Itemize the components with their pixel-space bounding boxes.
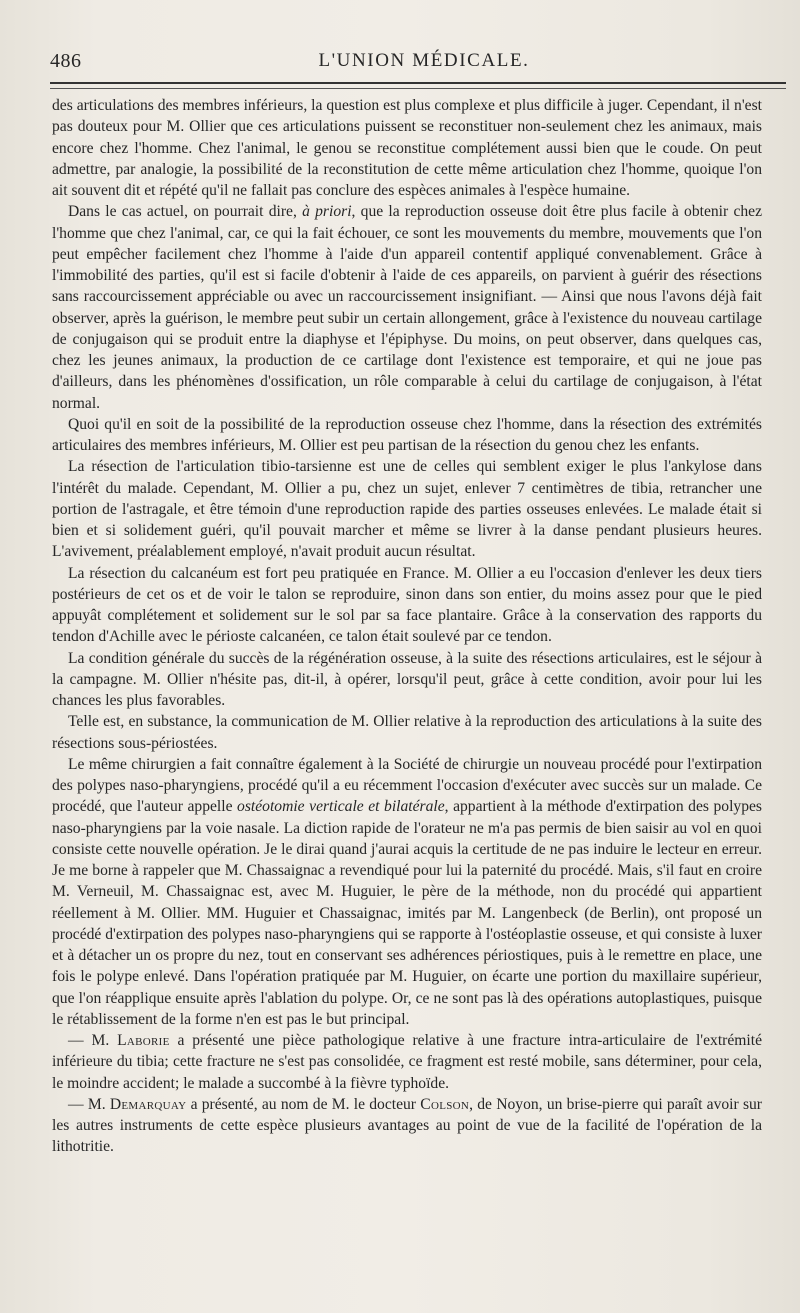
header-rule-thin: [50, 88, 786, 89]
text-run: , appartient à la méthode d'extirpation des polypes naso-pharyngiens par la voie nasale. La diction rapide de l'orateur ne m'a pas permis de bien saisir au vol en quoi consiste cette nouvelle opération. Je le dirai quand j'aurai acquis la certitude de ne pas induire le lecteur en erreur. Je me borne à rappeler que M. Chassaignac a revendiqué pour lui la paternité du procédé. Mais, s'il faut en croire M. Verneuil, M. Chassaignac est, avec M. Huguier, le père de la méthode, non du procédé qui appartient réellement à M. Ollier. MM. Huguier et Chassaignac, imités par M. Langenbeck (de Berlin), ont proposé un procédé d'extirpation des polypes naso-pharyngiens qui se rapporte à l'ostéoplastie osseuse, et qui consiste à luxer et à détacher un os propre du nez, tout en conservant ses adhérences périostiques, puis à le remettre en place, une fois le polype enlevé. Dans l'opération pratiquée par M. Huguier, on écarte une portion du maxillaire supérieur, que l'on réapplique ensuite après l'ablation du polype. Or, ce ne sont pas là des opérations autoplastiques, puisque le rétablissement de la forme n'en est pas le but principal.: [52, 798, 762, 1028]
page-header: [50, 50, 768, 80]
text-run: Quoi qu'il en soit de la possibilité de la reproduction osseuse chez l'homme, dans la résection des extrémités articulaires des membres inférieurs, M. Ollier est peu partisan de la résection du genou chez les enfants.: [52, 415, 762, 454]
paragraph-p5: [52, 563, 762, 648]
text-run: , de Noyon, un brise-pierre qui paraît avoir sur les autres instruments de cette espèce plusieurs avantages au point de vue de la facilité de l'opération de la lithotritie.: [52, 1095, 762, 1156]
text-run: , que la reproduction osseuse doit être plus facile à obtenir chez l'homme que chez l'animal, car, ce qui la fait échouer, ce sont les mouvements du membre, mouvements que l'on peut empêcher facilement chez l'homme à l'aide d'un appareil contentif appliqué convenablement. Grâce à l'immobilité des parties, qu'il est si facile d'obtenir à l'aide de ces appareils, on parvient à guérir des résections sans raccourcissement appréciable ou avec un raccourcissement insignifiant. — Ainsi que nous l'avons déjà fait observer, après la guérison, le membre peut subir un certain allongement, grâce à l'existence du nouveau cartilage de conjugaison qui se produit entre la diaphyse et l'épiphyse. Du moins, on peut observer, dans quelques cas, chez les jeunes animaux, la production de ce cartilage dont l'existence est temporaire, et qui ne joue pas d'ailleurs, dans les phénomènes d'ossification, un rôle comparable à celui du cartilage de conjugaison, à l'état normal.: [52, 203, 763, 412]
page-number: 486: [50, 50, 82, 72]
paragraph-p7: [52, 711, 762, 754]
header-rule: [50, 82, 786, 84]
paragraph-p4: [52, 456, 762, 562]
text-run: Dans le cas actuel, on pourrait dire,: [68, 203, 303, 221]
article-body: [52, 95, 762, 1158]
text-run: — M.: [68, 1095, 110, 1113]
italic-text: à priori: [302, 203, 352, 221]
paragraph-p6: [52, 648, 762, 712]
paragraph-p3: [52, 414, 762, 457]
text-run: des articulations des membres inférieurs, la question est plus complexe et plus difficile à juger. Cependant, il n'est pas douteux pour M. Ollier que ces articulations puissent se reconstituer non-seulement chez les animaux, mais encore chez l'homme. Chez l'animal, le genou se reconstitue complétement aussi bien que le coude. On peut admettre, par analogie, la possibilité de la reconstitution de cette même articulation chez l'homme, quoique l'on ait souvent dit et répété qu'il ne fallait pas conclure des espèces animales à l'espèce humaine.: [52, 97, 762, 199]
paragraph-p10: [52, 1094, 762, 1158]
text-run: La condition générale du succès de la régénération osseuse, à la suite des résections articulaires, est le séjour à la campagne. M. Ollier n'hésite pas, dit-il, à opérer, lorsqu'il peut, grâce à cette condition, avoir pour lui les chances les plus favorables.: [52, 649, 762, 709]
text-run: a présenté, au nom de M. le docteur: [186, 1095, 421, 1113]
text-run: Le même chirurgien a fait connaître également à la Société de chirurgie un nouveau procédé pour l'extirpation des polypes naso-pharyngiens, procédé qu'il a eu récemment l'occasion d'exécuter avec succès sur un malade. Ce procédé, que l'auteur appelle: [52, 755, 762, 816]
text-run: Telle est, en substance, la communication de M. Ollier relative à la reproduction des articulations à la suite des résections sous-périostées.: [52, 713, 762, 752]
text-run: La résection du calcanéum est fort peu pratiquée en France. M. Ollier a eu l'occasion d'enlever les deux tiers postérieurs de cet os et de voir le talon se reproduire, sinon dans son entier, du moins assez pour que le pied appuyât complétement et solidement sur le sol par sa face plantaire. Grâce à la conservation des rapports du tendon d'Achille avec le périoste calcanéen, ce talon était soulevé par ce tendon.: [52, 564, 762, 646]
text-run: — M.: [68, 1032, 118, 1049]
name-smallcaps: Colson: [420, 1095, 470, 1113]
name-smallcaps: Demarquay: [109, 1095, 187, 1113]
paragraph-p2: [52, 201, 762, 414]
running-title: L'UNION MÉDICALE.: [318, 50, 530, 71]
italic-text: ostéotomie verticale et bilatérale: [237, 798, 445, 816]
paragraph-p8: [52, 754, 762, 1030]
paragraph-p9: [52, 1030, 762, 1094]
paragraph-p1: [52, 95, 762, 201]
name-smallcaps: Laborie: [117, 1032, 170, 1049]
text-run: a présenté une pièce pathologique relative à une fracture intra-articulaire de l'extrémité inférieure du tibia; cette fracture ne s'est pas consolidée, ce fragment est resté mobile, sans déterminer, pour cela, le moindre accident; le malade a succombé à la fièvre typhoïde.: [52, 1032, 762, 1092]
text-run: La résection de l'articulation tibio-tarsienne est une de celles qui semblent exiger le plus l'ankylose dans l'intérêt du malade. Cependant, M. Ollier a pu, chez un sujet, enlever 7 centimètres de tibia, retrancher une portion de l'astragale, et être témoin d'une reproduction rapide des parties osseuses enlevées. Le malade était si bien et si solidement guéri, qu'il pouvait marcher et même se livrer à la danse pendant plusieurs heures. L'avivement, préalablement employé, n'avait produit aucun résultat.: [52, 458, 762, 561]
